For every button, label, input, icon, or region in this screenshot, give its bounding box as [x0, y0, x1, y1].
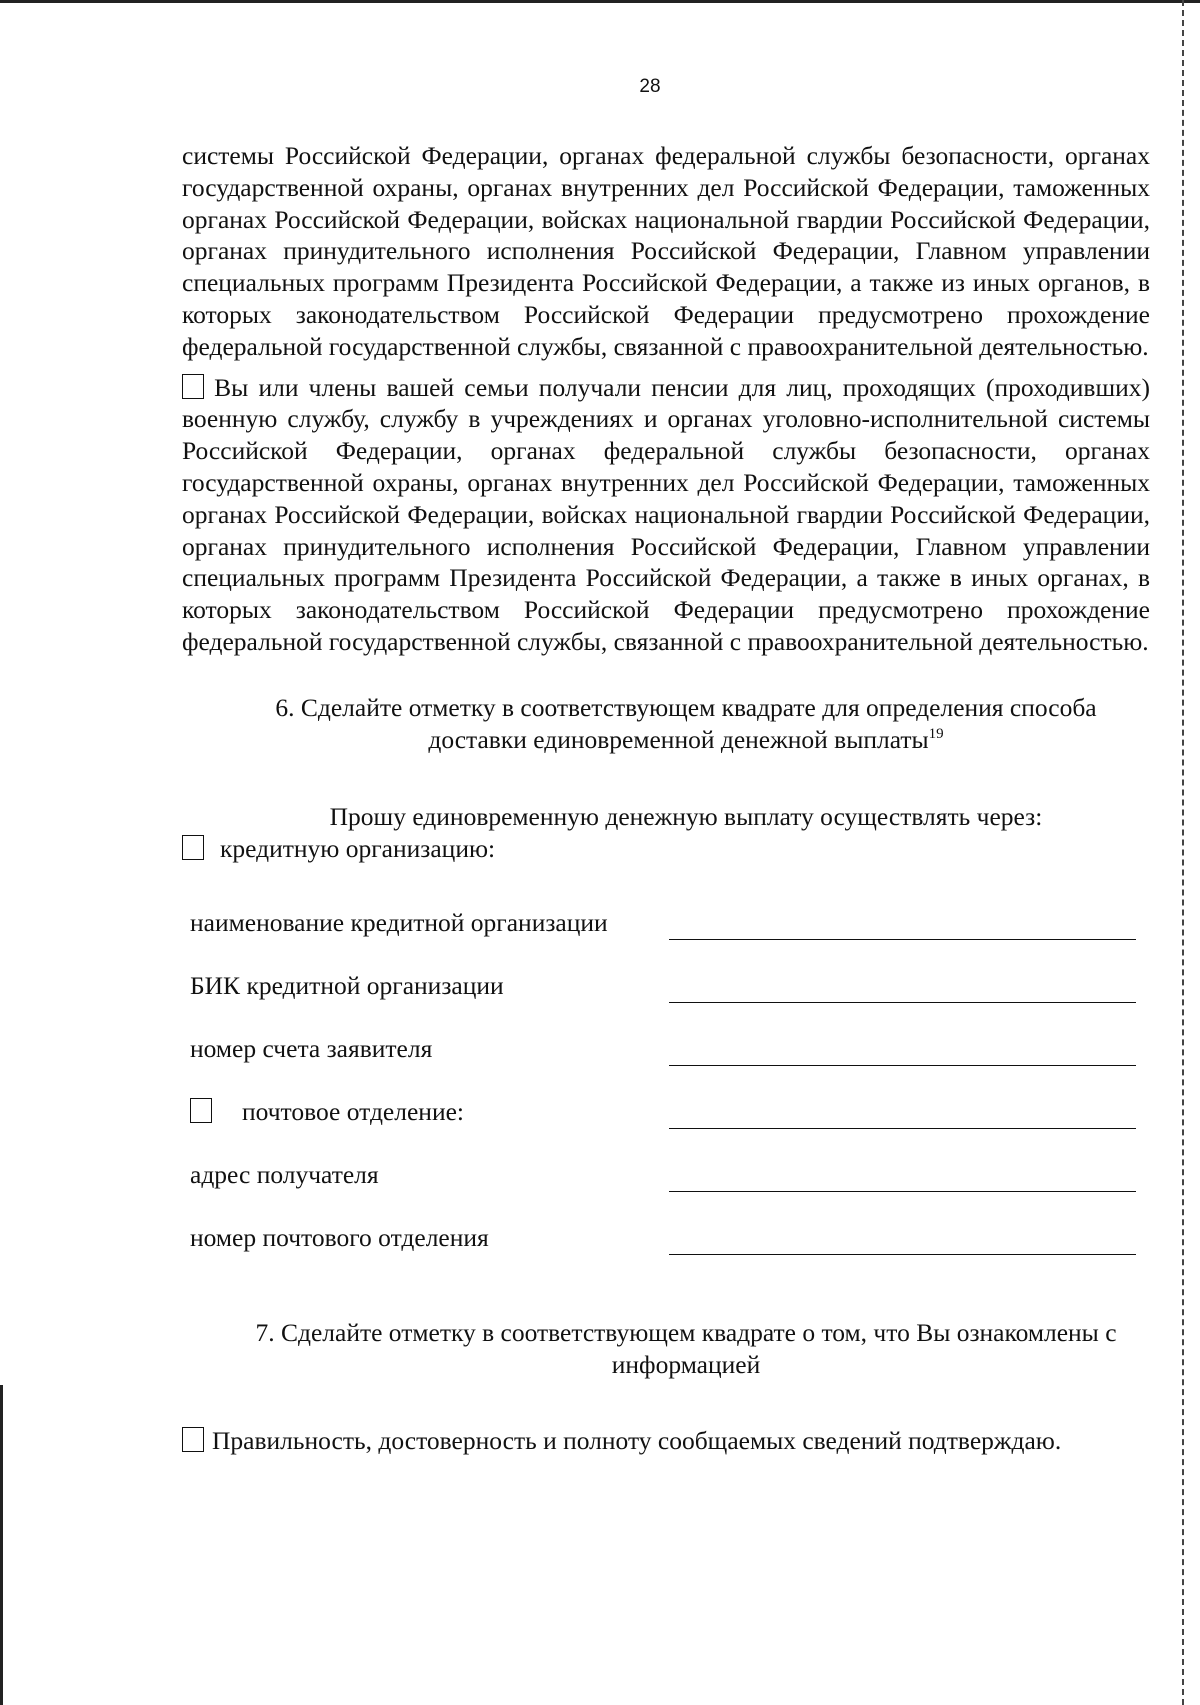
option-pensions-text: Вы или члены вашей семьи получали пенсии для лиц, проходящих (проходивших) военную службу, службу в учреждениях и органах уголовно-исполнительной системы Российской Федерации, органах федеральной службы безопасности, органах государственной охраны, органах внутренних дел Российской Федерации, таможенных органах Российской Федерации, войсках национальной гвардии Российской Федерации, органах принудительного исполнения Российской Федерации, Главном управлении специальных программ Президента Российской Федерации, а также в иных органах, в которых законодательством Российской Федерации предусмотрено прохождение федеральной государственной службы, связанной с правоохранительной деятельностью. — [182, 372, 1150, 656]
field-account — [182, 1021, 1150, 1084]
section-6-heading-line2: доставки единовременной денежной выплаты$^{19}$ — [428, 724, 944, 754]
footnote-ref-19[interactable]: 19 — [928, 725, 944, 742]
bank-name-label: наименование кредитной организации — [190, 907, 608, 937]
address-input-line[interactable] — [669, 1191, 1136, 1192]
pensions-checkbox[interactable] — [182, 374, 204, 399]
bik-input-line[interactable] — [669, 1002, 1136, 1003]
scan-edge-right — [1180, 0, 1184, 1705]
confirm-option — [182, 1425, 1150, 1457]
post-option-input-line[interactable] — [669, 1128, 1136, 1129]
bik-label: БИК кредитной организации — [190, 970, 504, 1000]
section-6-heading — [182, 692, 1150, 756]
delivery-intro: Прошу единовременную денежную выплату осуществлять через: — [329, 802, 1043, 832]
field-bank-name — [182, 895, 1150, 958]
page-number: 28 — [639, 76, 661, 97]
account-label: номер счета заявителя — [190, 1033, 433, 1063]
bank-name-input-line[interactable] — [669, 939, 1136, 940]
document-content — [182, 140, 1150, 1456]
field-post-office-number — [182, 1210, 1150, 1273]
field-address — [182, 1147, 1150, 1210]
section-7-heading-line1: 7. Сделайте отметку в соответствующем квадрате о том, что Вы ознакомлены с — [255, 1317, 1117, 1347]
post-office-number-input-line[interactable] — [669, 1254, 1136, 1255]
confirm-label: Правильность, достоверность и полноту сообщаемых сведений подтверждаю. — [212, 1425, 1062, 1455]
paragraph-continuation: системы Российской Федерации, органах федеральной службы безопасности, органах государственной охраны, органах внутренних дел Российской Федерации, таможенных органах Российской Федерации, войсках национальной гвардии Российской Федерации, органах принудительного исполнения Российской Федерации, Главном управлении специальных программ Президента Российской Федерации, а также из иных органов, в которых законодательством Российской Федерации предусмотрено прохождение федеральной государственной службы, связанной с правоохранительной деятельностью. — [182, 141, 1150, 361]
credit-org-checkbox[interactable] — [182, 835, 204, 860]
delivery-fields — [182, 895, 1150, 1273]
field-bik — [182, 958, 1150, 1021]
section-7-heading-line2: информацией — [611, 1349, 761, 1379]
credit-org-label: кредитную организацию: — [220, 834, 496, 864]
credit-org-option — [182, 833, 1150, 865]
post-option — [190, 1096, 464, 1128]
scan-edge-left — [0, 1385, 3, 1705]
post-office-checkbox[interactable] — [190, 1098, 212, 1123]
confirm-checkbox[interactable] — [182, 1427, 204, 1452]
scan-edge-top — [0, 0, 1200, 3]
address-label: адрес получателя — [190, 1159, 379, 1189]
section-7-heading — [182, 1317, 1150, 1381]
option-pensions — [182, 372, 1150, 658]
section-6-heading-line1: 6. Сделайте отметку в соответствующем квадрате для определения способа — [275, 692, 1097, 722]
field-post-option — [182, 1084, 1150, 1147]
post-office-number-label: номер почтового отделения — [190, 1222, 489, 1252]
post-option-label: почтовое отделение: — [242, 1096, 464, 1126]
account-input-line[interactable] — [669, 1065, 1136, 1066]
